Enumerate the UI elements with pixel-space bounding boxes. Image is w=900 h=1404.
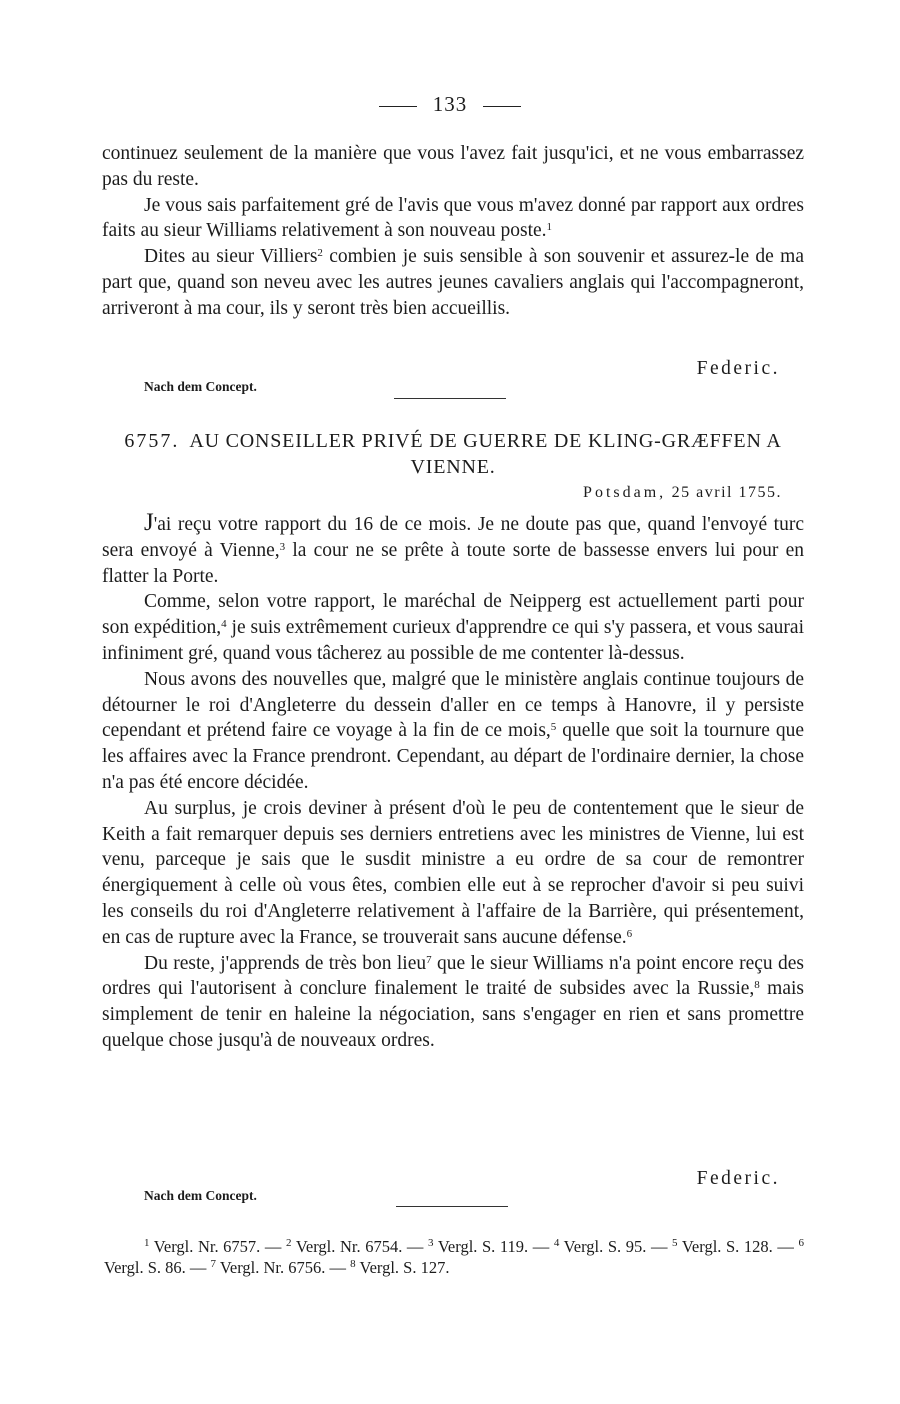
footnote-ref: 5 (550, 721, 557, 734)
dateline (102, 484, 804, 502)
source-note: Nach dem Concept. (144, 1188, 257, 1203)
letter-date: 25 avril 1755. (671, 484, 782, 501)
footnote-number: 8 (350, 1258, 356, 1270)
paragraph-text: Comme, selon votre rapport, le maréchal de Neipperg est actuellement parti pour son expédition, (102, 591, 804, 639)
signature: Federic. (696, 358, 780, 379)
paragraph (102, 951, 804, 1054)
letter-heading (102, 428, 804, 480)
footnote-ref: 8 (754, 979, 760, 992)
footnote-text: Vergl. Nr. 6756. — (216, 1258, 351, 1277)
footnote-number: 5 (672, 1237, 678, 1249)
footnote-number: 2 (286, 1237, 292, 1249)
footnote-text: Vergl. S. 86. — (104, 1258, 211, 1277)
paragraph-text: Dites au sieur Villiers (144, 246, 318, 268)
paragraph-text: quelle que soit la tournure que les affaires avec la France prendront. Cependant, au départ de l'ordinaire dernier, la chose n'a pas été encore décidée. (102, 720, 804, 793)
paragraph-text: 'ai reçu votre rapport du 16 de ce mois. Je ne doute pas que, quand l'envoyé turc sera envoyé à Vienne, (102, 514, 804, 561)
letter-number: 6757. (124, 430, 180, 452)
footnote-number: 1 (144, 1237, 150, 1249)
paragraph-text: Du reste, j'apprends de très bon lieu (144, 952, 427, 974)
source-note: Nach dem Concept. (144, 379, 257, 394)
footnotes (104, 1236, 804, 1278)
footnote-ref: 6 (626, 927, 633, 940)
footnote-number: 3 (428, 1237, 434, 1249)
paragraph-text: que le sieur Williams n'a point encore reçu des ordres qui l'autorisent à conclure finalement le traité de subsides avec la Russie, (102, 952, 804, 1000)
footnote-ref: 7 (426, 953, 432, 966)
footnote-text: Vergl. S. 119. — (433, 1237, 554, 1256)
header-dash-right (483, 106, 521, 107)
paragraph (102, 193, 804, 245)
source-note-block (102, 1187, 804, 1205)
paragraph-text: je suis extrêmement curieux d'apprendre ce qui s'y passera, et vous saurai infiniment gré, quand vous tâcherez au possible de me contenter là-dessus. (102, 617, 805, 664)
page-number: 133 (432, 92, 468, 116)
letter-body (102, 510, 804, 1054)
footnote-divider (396, 1206, 508, 1207)
previous-letter (102, 141, 804, 322)
source-note-block (102, 378, 804, 396)
paragraph-text: combien je suis sensible à son souvenir et assurez-le de ma part que, quand son neveu avec les autres jeunes cavaliers anglais qui l'accompagneront, arriveront à ma cour, ils y seront très bien accueillis. (102, 246, 804, 319)
footnote-text: Vergl. Nr. 6754. — (291, 1237, 429, 1256)
footnote-text: Vergl. Nr. 6757. — (149, 1237, 287, 1256)
section-divider (394, 398, 506, 399)
paragraph-text: la cour ne se prête à toute sorte de bassesse envers lui pour en flatter la Porte. (102, 539, 804, 587)
footnote-ref: 4 (221, 618, 227, 631)
footnote-ref: 3 (279, 540, 286, 553)
letter-place: Potsdam, (583, 484, 667, 501)
paragraph (102, 796, 804, 951)
paragraph-text: Je vous sais parfaitement gré de l'avis que vous m'avez donné par rapport aux ordres faits au sieur Williams relativement à son nouveau poste. (102, 194, 804, 242)
paragraph-text: Nous avons des nouvelles que, malgré que le ministère anglais continue toujours de détourner le roi d'Angleterre du dessein d'aller en ce temps à Hanovre, il y persiste cependant et prétend faire ce voyage à la fin de ce mois, (102, 668, 804, 742)
footnote-number: 4 (553, 1237, 560, 1249)
signature: Federic. (696, 1168, 780, 1189)
footnote-text: Vergl. S. 95. — (559, 1237, 673, 1256)
header-dash-left (379, 106, 417, 107)
footnote-number: 6 (798, 1237, 804, 1249)
footnote-text: Vergl. S. 127. (355, 1258, 450, 1277)
footnote-text: Vergl. S. 128. — (677, 1237, 799, 1256)
initial-letter: J (144, 509, 154, 536)
footnote-ref: 1 (546, 221, 553, 234)
paragraph (102, 244, 804, 321)
paragraph (102, 510, 804, 589)
paragraph (102, 667, 804, 796)
paragraph-text: mais simplement de tenir en haleine la négociation, sans s'engager en rien et sans promettre quelque chose jusqu'à de nouveaux ordres. (102, 978, 804, 1051)
paragraph-text: Au surplus, je crois deviner à présent d'où le peu de contentement que le sieur de Keith a fait remarquer depuis ses derniers entretiens avec les ministres de Vienne, lui est venu, parceque je sais que le susdit ministre a eu ordre de sa cour de remontrer énergiquement à celle où vous êtes, combien elle eut à se reprocher d'avoir si peu suivi les conseils du roi d'Angleterre relativement à l'affaire de la Barrière, qui présentement, en cas de rupture avec la France, se trouverait sans aucune défense. (102, 797, 804, 948)
page-header (0, 92, 900, 117)
paragraph: continuez seulement de la manière que vous l'avez fait jusqu'ici, et ne vous embarrassez pas du reste. (102, 143, 804, 190)
letter-title: AU CONSEILLER PRIVÉ DE GUERRE DE KLING-GRÆFFEN A VIENNE. (189, 430, 782, 478)
paragraph (102, 589, 804, 666)
footnote-ref: 2 (317, 247, 323, 260)
footnote-number: 7 (210, 1258, 216, 1270)
